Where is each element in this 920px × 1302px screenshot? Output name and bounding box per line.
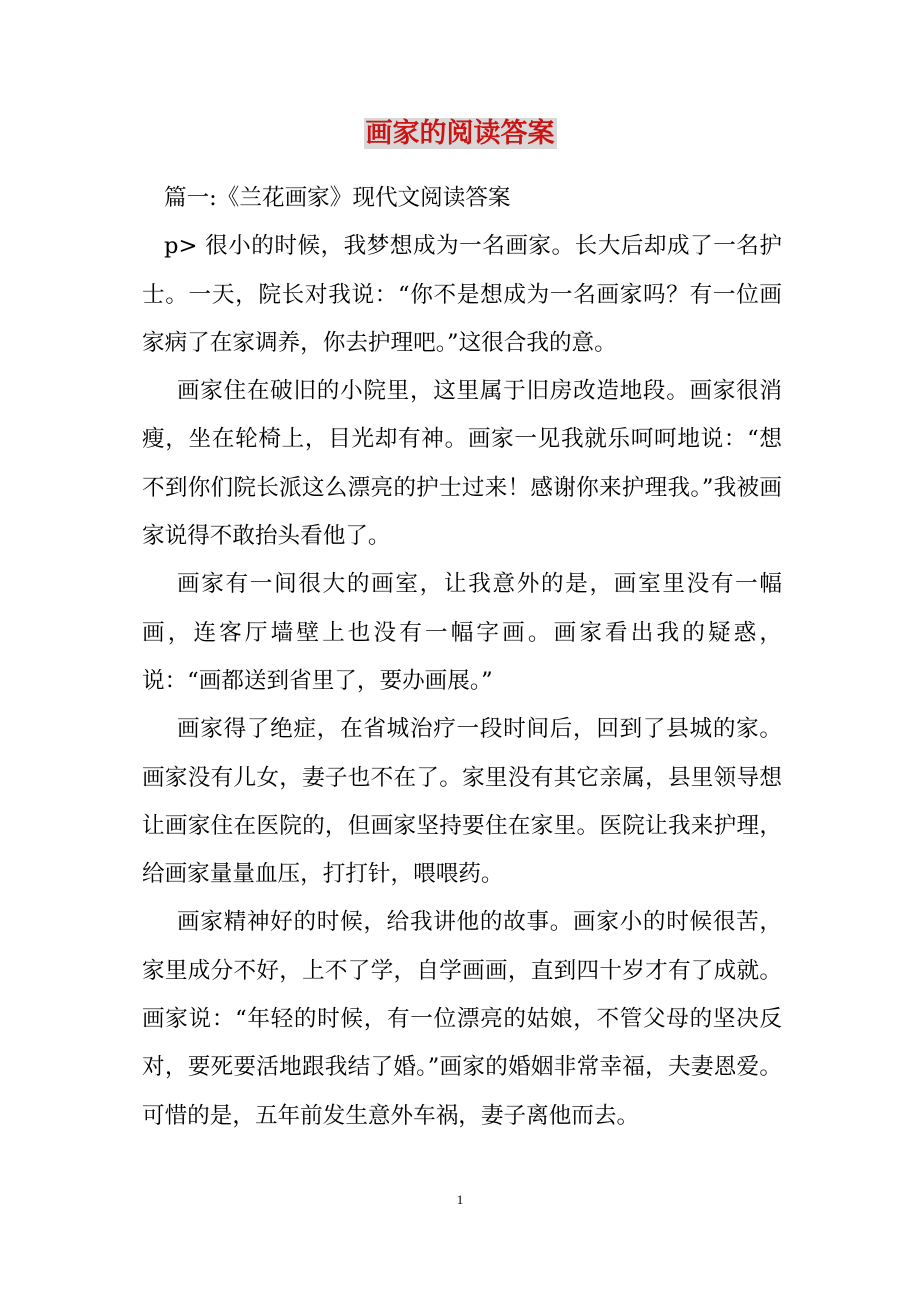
page-number: 1 — [456, 1192, 464, 1207]
paragraph-4: 画家得了绝症，在省城治疗一段时间后，回到了县城的家。画家没有儿女，妻子也不在了。家里没有其它亲属，县里领导想让画家住在医院的，但画家坚持要住在家里。医院让我来护理，给画家量量血压，打打针，喂喂药。 — [142, 716, 782, 888]
subtitle: 篇一:《兰花画家》现代文阅读答案 — [164, 185, 511, 211]
paragraph-1: p> 很小的时候，我梦想成为一名画家。长大后却成了一名护士。一天，院长对我说：“你不是想成为一名画家吗？有一位画家病了在家调养，你去护理吧。”这很合我的意。 — [142, 233, 782, 356]
document-title — [0, 114, 920, 154]
paragraph-5: 画家精神好的时候，给我讲他的故事。画家小的时候很苦，家里成分不好，上不了学，自学画画，直到四十岁才有了成就。画家说：“年轻的时候，有一位漂亮的姑娘，不管父母的坚决反对，要死要活地跟我结了婚。”画家的婚姻非常幸福，夫妻恩爱。可惜的是，五年前发生意外车祸，妻子离他而去。 — [142, 909, 782, 1129]
paragraph-3: 画家有一间很大的画室，让我意外的是，画室里没有一幅画，连客厅墙壁上也没有一幅字画。画家看出我的疑惑，说：“画都送到省里了，要办画展。” — [142, 571, 782, 694]
document-body — [142, 174, 782, 1140]
document-title-text: 画家的阅读答案 — [365, 118, 555, 149]
paragraph-2: 画家住在破旧的小院里，这里属于旧房改造地段。画家很消瘦，坐在轮椅上，目光却有神。画家一见我就乐呵呵地说：“想不到你们院长派这么漂亮的护士过来！感谢你来护理我。”我被画家说得不敢抬头看他了。 — [142, 378, 782, 550]
